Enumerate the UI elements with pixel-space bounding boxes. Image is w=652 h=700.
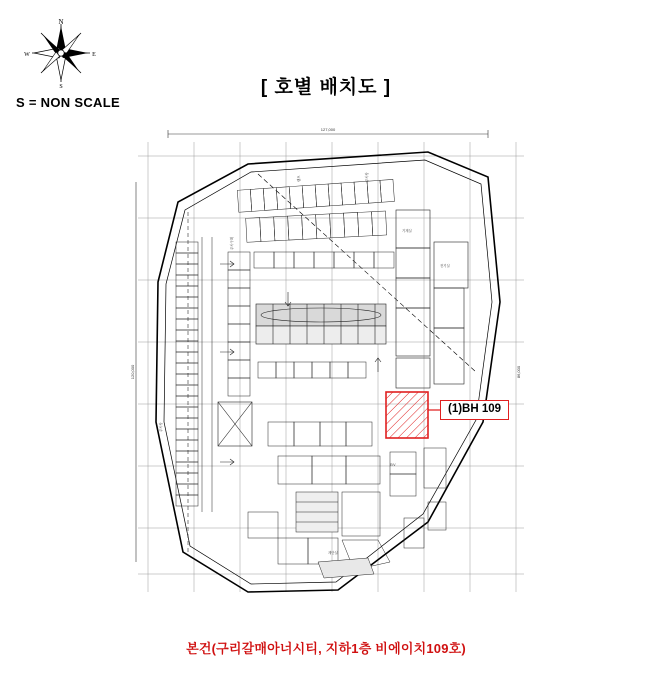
compass-north-label: N: [58, 18, 64, 26]
svg-text:기계실: 기계실: [402, 229, 412, 233]
direction-arrows: [220, 261, 381, 465]
right-service-rooms: [396, 210, 468, 388]
top-room-row: [237, 179, 394, 242]
svg-text:주차장: 주차장: [365, 172, 369, 182]
right-dimension-label: 86,000: [516, 365, 521, 379]
page-title: [ 호별 배치도 ]: [260, 77, 392, 98]
top-dimension-label: 127,000: [320, 127, 336, 132]
left-dimension-label: 120,000: [130, 364, 135, 380]
svg-text:주차장: 주차장: [159, 422, 163, 432]
svg-text:주차구획: 주차구획: [230, 236, 234, 250]
central-core: [256, 304, 386, 344]
compass-east-label: E: [92, 52, 96, 58]
floor-plan-drawing: [128, 122, 528, 627]
callout-bh109[interactable]: (1)BH 109: [440, 400, 509, 420]
svg-text:E/V: E/V: [390, 463, 396, 467]
lower-rooms: [248, 422, 390, 578]
scale-note: S = NON SCALE: [16, 95, 120, 110]
svg-text:전기실: 전기실: [440, 264, 450, 268]
svg-text:계단실: 계단실: [328, 551, 338, 555]
highlight-unit-bh109[interactable]: [386, 392, 428, 438]
compass-west-label: W: [24, 52, 30, 58]
bottom-caption: 본건(구리갈매아너시티, 지하1층 비에이치109호): [186, 641, 466, 656]
ramp-void-marker: [218, 402, 252, 446]
svg-text:램프: 램프: [297, 175, 301, 182]
compass-south-label: S: [59, 84, 63, 90]
floor-plan-svg: [128, 122, 528, 627]
